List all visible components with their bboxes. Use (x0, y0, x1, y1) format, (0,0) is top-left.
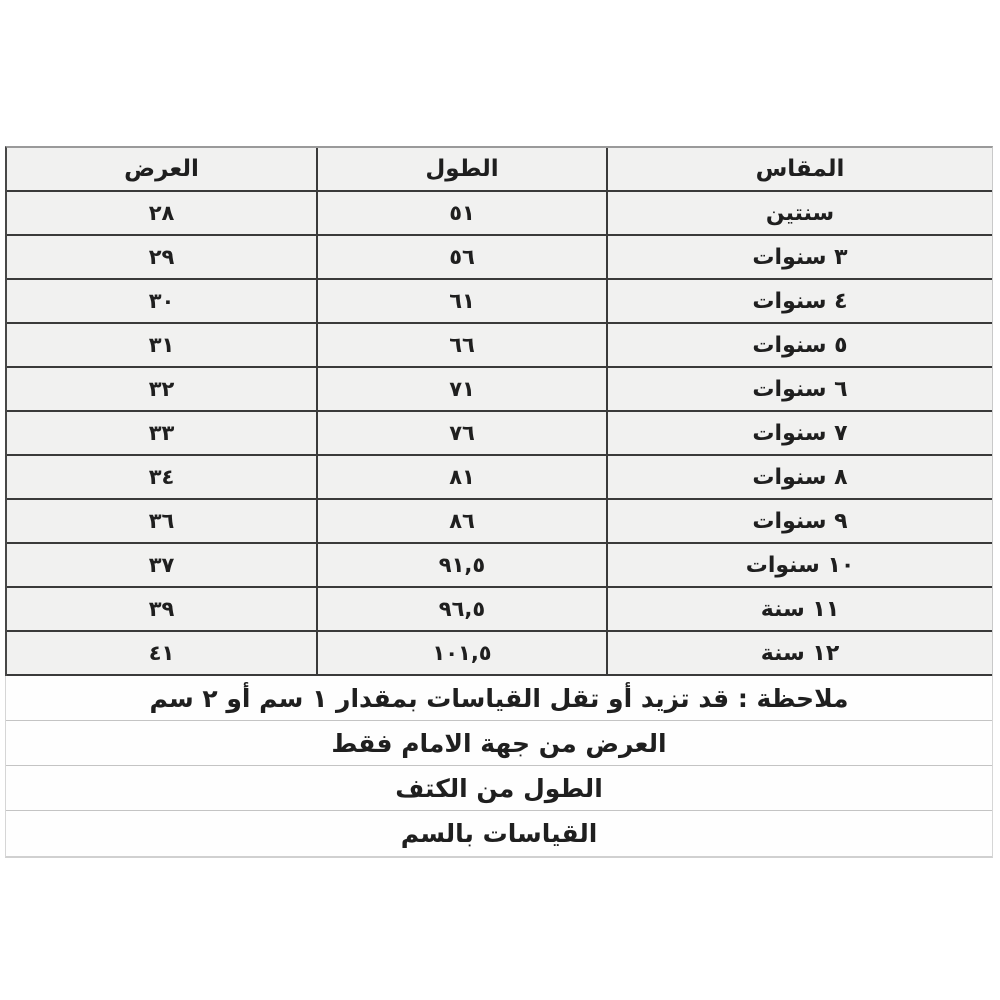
table-row (7, 500, 992, 544)
cell-size: ٩ سنوات (606, 500, 992, 542)
cell-length: ٧٦ (316, 412, 606, 454)
size-chart-table (5, 146, 993, 858)
cell-width: ٣٠ (148, 289, 175, 313)
cell-size: سنتين (606, 192, 992, 234)
cell-length: ١٠١,٥ (316, 632, 606, 674)
notes-block (5, 676, 993, 858)
note-measurement-tolerance: ملاحظة : قد تزيد أو تقل القياسات بمقدار ١ سم أو ٢ سم (6, 676, 992, 721)
table-row (7, 236, 992, 280)
cell-size: ٣ سنوات (606, 236, 992, 278)
cell-width: ٣٩ (148, 597, 175, 621)
cell-length: ٧١ (316, 368, 606, 410)
table-row (7, 368, 992, 412)
cell-size: ١٠ سنوات (606, 544, 992, 586)
note-width-front-only: العرض من جهة الامام فقط (6, 721, 992, 766)
table-row (7, 192, 992, 236)
table-row (7, 280, 992, 324)
cell-length: ٥٦ (316, 236, 606, 278)
cell-size: ٧ سنوات (606, 412, 992, 454)
cell-width: ٣٧ (148, 553, 175, 577)
cell-size: ٤ سنوات (606, 280, 992, 322)
cell-width: ٣٤ (148, 465, 175, 489)
cell-length: ٦١ (316, 280, 606, 322)
cell-width: ٣٢ (148, 377, 175, 401)
cell-length: ٨١ (316, 456, 606, 498)
cell-size: ٥ سنوات (606, 324, 992, 366)
table-row (7, 412, 992, 456)
cell-width: ٢٩ (148, 245, 175, 269)
cell-size: ١١ سنة (606, 588, 992, 630)
table-row (7, 456, 992, 500)
note-length-from-shoulder: الطول من الكتف (6, 766, 992, 811)
table-row (7, 588, 992, 632)
cell-length: ٦٦ (316, 324, 606, 366)
size-chart-main-block (5, 146, 993, 676)
table-row (7, 632, 992, 676)
cell-length: ٩٦,٥ (316, 588, 606, 630)
cell-size: ٦ سنوات (606, 368, 992, 410)
cell-width: ٣٦ (148, 509, 175, 533)
header-cell-size: المقاس (606, 148, 992, 190)
cell-width: ٢٨ (148, 201, 175, 225)
header-row (7, 148, 992, 192)
cell-width: ٣١ (148, 333, 175, 357)
cell-size: ٨ سنوات (606, 456, 992, 498)
cell-length: ٨٦ (316, 500, 606, 542)
cell-width: ٣٣ (148, 421, 175, 445)
table-row (7, 324, 992, 368)
cell-length: ٥١ (316, 192, 606, 234)
cell-width: ٤١ (148, 641, 175, 665)
note-measurements-in-cm: القياسات بالسم (6, 811, 992, 856)
cell-size: ١٢ سنة (606, 632, 992, 674)
header-cell-width: العرض (124, 156, 199, 182)
table-row (7, 544, 992, 588)
cell-length: ٩١,٥ (316, 544, 606, 586)
header-cell-length: الطول (316, 148, 606, 190)
